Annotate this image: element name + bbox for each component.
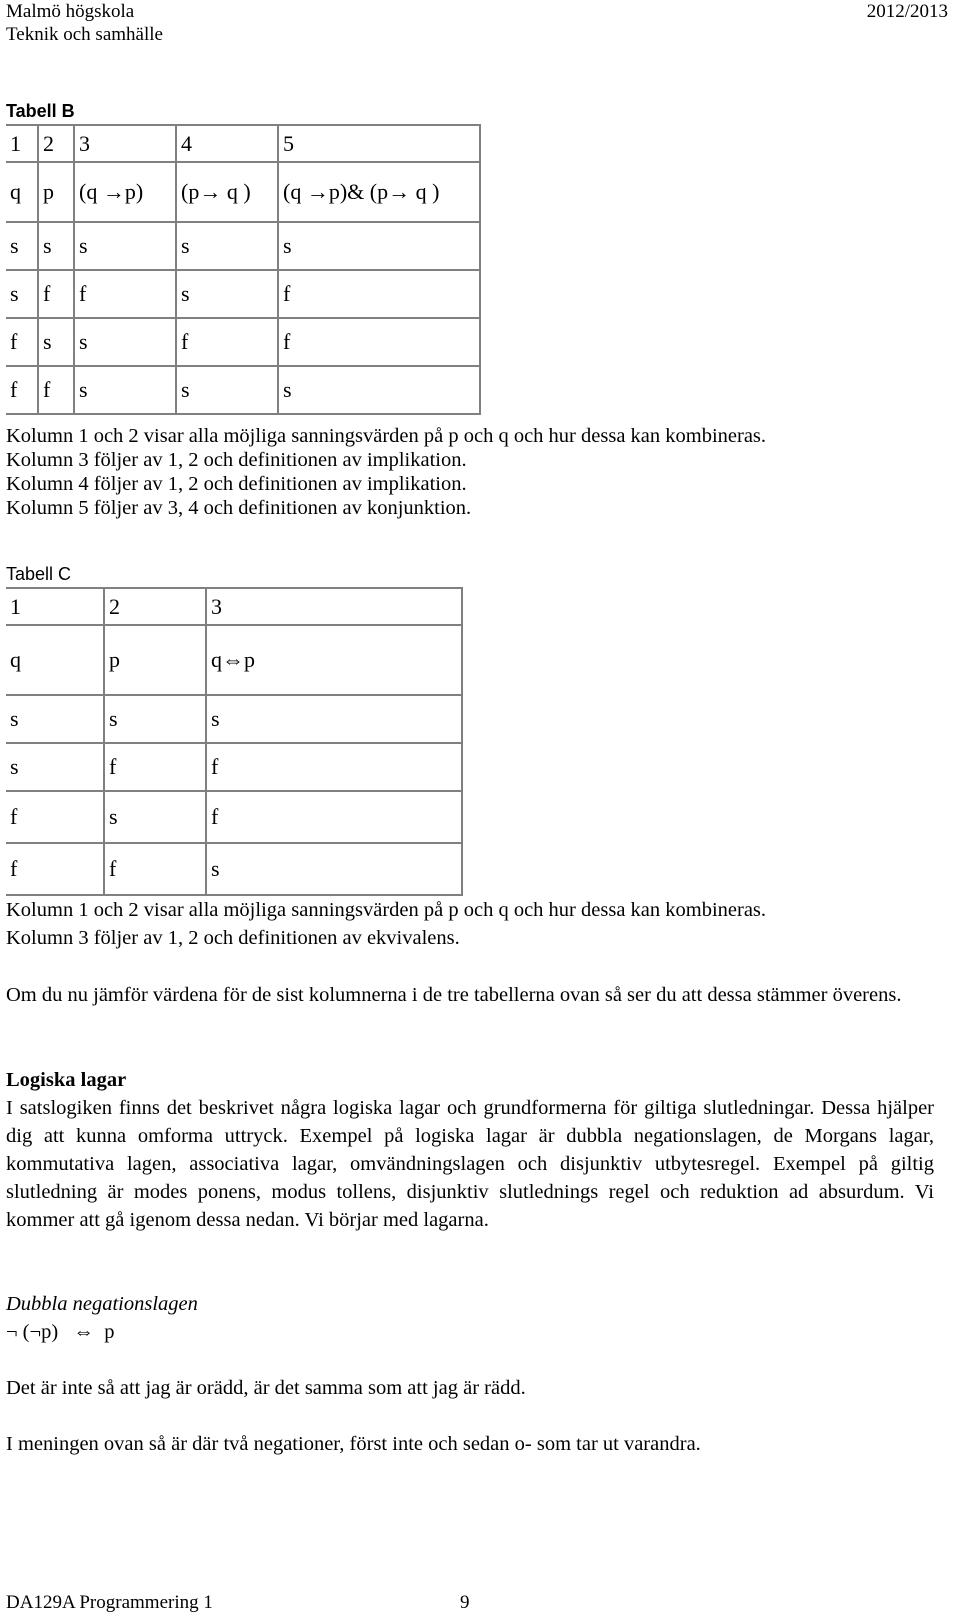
table-cell: 3 — [206, 588, 462, 625]
column-number-row — [6, 125, 480, 162]
table-cell: s — [206, 843, 462, 895]
table-cell: 4 — [176, 125, 278, 162]
table-c-notes — [6, 896, 766, 952]
faculty-name: Teknik och samhälle — [6, 24, 163, 45]
section-heading-logiska-lagar: Logiska lagar — [6, 1069, 127, 1091]
table-row — [6, 791, 462, 843]
table-cell: 2 — [38, 125, 74, 162]
table-cell: s — [6, 270, 38, 318]
table-cell: 1 — [6, 125, 38, 162]
table-cell: s — [176, 366, 278, 414]
formula-double-negation: ¬ (¬p) ⇔ p — [6, 1321, 115, 1343]
table-b-note: Kolumn 4 följer av 1, 2 och definitionen av implikation. — [6, 473, 467, 495]
course-name: DA129A Programmering 1 — [6, 1592, 213, 1613]
table-cell: s — [176, 222, 278, 270]
table-cell: s — [206, 695, 462, 743]
page-header — [6, 0, 948, 50]
table-row — [6, 695, 462, 743]
table-b-note: Kolumn 3 följer av 1, 2 och definitionen av implikation. — [6, 449, 467, 471]
table-row — [6, 270, 480, 318]
table-cell: (q →p) — [74, 162, 176, 222]
table-cell: f — [6, 843, 104, 895]
table-cell: f — [206, 791, 462, 843]
table-c-title: Tabell C — [6, 564, 72, 584]
table-cell: p — [38, 162, 74, 222]
table-row — [6, 743, 462, 791]
compare-paragraph: Om du nu jämför värdena för de sist kolumnerna i de tre tabellerna ovan så ser du att dessa stämmer överens. — [6, 984, 902, 1006]
page-number: 9 — [460, 1592, 470, 1613]
table-cell: f — [6, 318, 38, 366]
table-cell: f — [278, 318, 480, 366]
table-cell: s — [104, 791, 206, 843]
table-b-title: Tabell B — [6, 101, 75, 121]
table-cell: s — [6, 743, 104, 791]
table-cell: s — [278, 366, 480, 414]
table-row — [6, 843, 462, 895]
table-cell: s — [74, 318, 176, 366]
example-sentence: Det är inte så att jag är orädd, är det samma som att jag är rädd. — [6, 1377, 526, 1399]
table-cell: s — [6, 222, 38, 270]
table-cell: (q →p)& (p→ q ) — [278, 162, 480, 222]
table-cell: 1 — [6, 588, 104, 625]
table-cell: q — [6, 625, 104, 695]
column-header-row — [6, 625, 462, 695]
page-footer — [6, 1592, 470, 1614]
table-cell: 3 — [74, 125, 176, 162]
table-cell: s — [74, 366, 176, 414]
truth-table-c — [6, 587, 463, 896]
table-row — [6, 222, 480, 270]
table-row — [6, 366, 480, 414]
logiska-lagar-paragraph: I satslogiken finns det beskrivet några logiska lagar och grundformerna för giltiga slutledningar. Dessa hjälper dig att kunna omforma uttryck. Exempel på logiska lagar är dubbla negationslagen, de Morgans lagar, kommutativa lagen, associativa lagar, omvändningslagen och disjunktiv utbytesregel. Exempel på giltig slutledning är modes ponens, modus tollens, disjunktiv slutlednings regel och reduktion ad absurdum. Vi kommer att gå igenom dessa nedan. Vi börjar med lagarna. — [6, 1097, 934, 1231]
table-cell: q — [6, 162, 38, 222]
table-c-note: Kolumn 1 och 2 visar alla möjliga sanningsvärden på p och q och hur dessa kan kombineras. — [6, 899, 767, 921]
table-cell: f — [74, 270, 176, 318]
table-cell: f — [104, 843, 206, 895]
table-cell: p — [104, 625, 206, 695]
table-b-notes — [6, 424, 766, 520]
table-cell: s — [38, 222, 74, 270]
table-cell: s — [278, 222, 480, 270]
table-c-note: Kolumn 3 följer av 1, 2 och definitionen av ekvivalens. — [6, 927, 460, 949]
table-cell: f — [38, 270, 74, 318]
section-heading-dubbla-negationslagen: Dubbla negationslagen — [6, 1293, 198, 1315]
table-cell: f — [104, 743, 206, 791]
truth-table-b — [6, 124, 481, 415]
table-b-note: Kolumn 5 följer av 3, 4 och definitionen av konjunktion. — [6, 497, 472, 519]
table-cell: f — [206, 743, 462, 791]
table-cell: 2 — [104, 588, 206, 625]
academic-year: 2012/2013 — [866, 1, 948, 22]
table-cell: f — [6, 366, 38, 414]
table-cell: f — [6, 791, 104, 843]
table-cell: s — [38, 318, 74, 366]
table-cell: 5 — [278, 125, 480, 162]
table-b-note: Kolumn 1 och 2 visar alla möjliga sanningsvärden på p och q och hur dessa kan kombineras. — [6, 425, 767, 447]
table-cell: f — [176, 318, 278, 366]
table-row — [6, 318, 480, 366]
table-cell: q⇔p — [206, 625, 462, 695]
institution-name: Malmö högskola — [6, 1, 135, 22]
explanation-sentence: I meningen ovan så är där två negationer, först inte och sedan o- som tar ut varandra. — [6, 1433, 701, 1455]
table-cell: s — [176, 270, 278, 318]
table-cell: f — [38, 366, 74, 414]
column-number-row — [6, 588, 462, 625]
header-left — [6, 0, 163, 46]
table-cell: s — [6, 695, 104, 743]
table-cell: s — [104, 695, 206, 743]
column-header-row — [6, 162, 480, 222]
table-cell: f — [278, 270, 480, 318]
table-cell: s — [74, 222, 176, 270]
table-cell: (p→ q ) — [176, 162, 278, 222]
